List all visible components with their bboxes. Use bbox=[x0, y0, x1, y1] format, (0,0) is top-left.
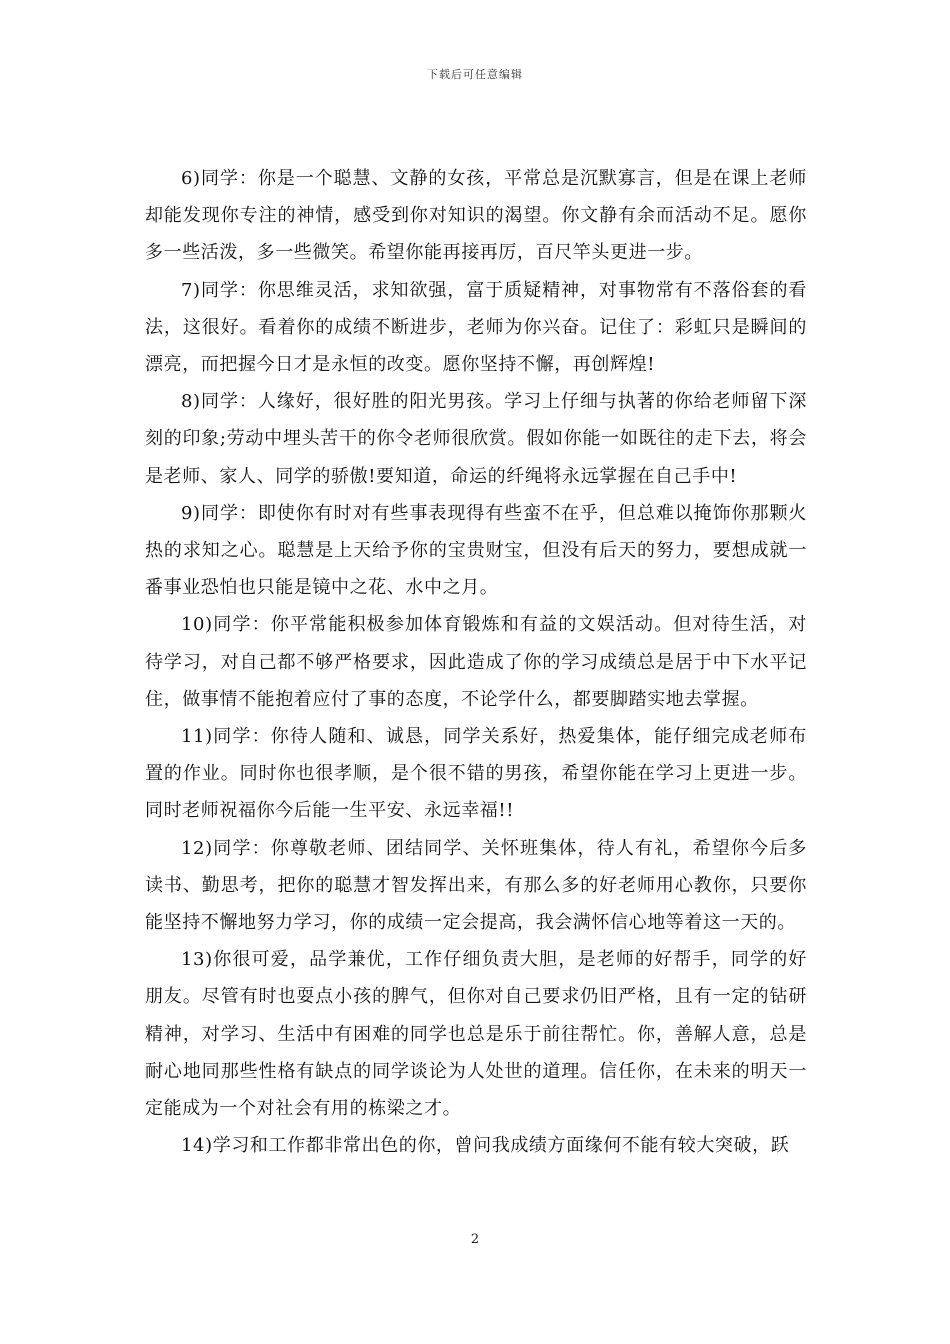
comment-paragraph-11: 11)同学：你待人随和、诚恳，同学关系好，热爱集体，能仔细完成老师布置的作业。同时你也很孝顺，是个很不错的男孩，希望你能在学习上更进一步。同时老师祝福你今后能一生平安、永远幸福!! bbox=[145, 726, 807, 822]
comment-paragraph-12: 12)同学：你尊敬老师、团结同学、关怀班集体，待人有礼，希望你今后多读书、勤思考，把你的聪慧才智发挥出来，有那么多的好老师用心教你，只要你能坚持不懈地努力学习，你的成绩一定会提高，我会满怀信心地等着这一天的。 bbox=[145, 837, 807, 934]
comment-paragraph-6: 6)同学：你是一个聪慧、文静的女孩，平常总是沉默寡言，但是在课上老师却能发现你专注的神情，感受到你对知识的渴望。你文静有余而活动不足。愿你多一些活泼，多一些微笑。希望你能再接再厉，百尺竿头更进一步。 bbox=[145, 168, 807, 264]
comment-paragraph-14: 14)学习和工作都非常出色的你，曾问我成绩方面缘何不能有较大突破，跃 bbox=[181, 1135, 790, 1157]
comment-paragraph-10: 10)同学：你平常能积极参加体育锻炼和有益的文娱活动。但对待生活，对待学习，对自己都不够严格要求，因此造成了你的学习成绩总是居于中下水平记住，做事情不能抱着应付了事的态度，不论学什么，都要脚踏实地去掌握。 bbox=[145, 614, 807, 710]
comment-paragraph-13: 13)你很可爱，品学兼优，工作仔细负责大胆，是老师的好帮手，同学的好朋友。尽管有时也耍点小孩的脾气，但你对自己要求仍旧严格，且有一定的钻研精神，对学习、生活中有困难的同学也总是乐于前往帮忙。你，善解人意，总是耐心地同那些性格有缺点的同学谈论为人处世的道理。信任你，在未来的明天一定能成为一个对社会有用的栋梁之才。 bbox=[145, 949, 807, 1120]
comment-paragraph-8: 8)同学：人缘好，很好胜的阳光男孩。学习上仔细与执著的你给老师留下深刻的印象;劳动中埋头苦干的你令老师很欣赏。假如你能一如既往的走下去，将会是老师、家人、同学的骄傲!要知道，命运的纤绳将永远掌握在自己手中! bbox=[145, 391, 807, 487]
comment-paragraph-9: 9)同学：即使你有时对有些事表现得有些蛮不在乎，但总难以掩饰你那颗火热的求知之心。聪慧是上天给予你的宝贵财宝，但没有后天的努力，要想成就一番事业恐怕也只能是镜中之花、水中之月。 bbox=[145, 502, 807, 599]
page-header: 下载后可任意编辑 bbox=[427, 68, 523, 81]
comment-paragraph-7: 7)同学：你思维灵活，求知欲强，富于质疑精神，对事物常有不落俗套的看法，这很好。看着你的成绩不断进步，老师为你兴奋。记住了：彩虹只是瞬间的漂亮，而把握今日才是永恒的改变。愿你坚持不懈，再创辉煌! bbox=[145, 279, 807, 376]
document-body bbox=[145, 160, 807, 1164]
page-number: 2 bbox=[470, 1232, 480, 1247]
